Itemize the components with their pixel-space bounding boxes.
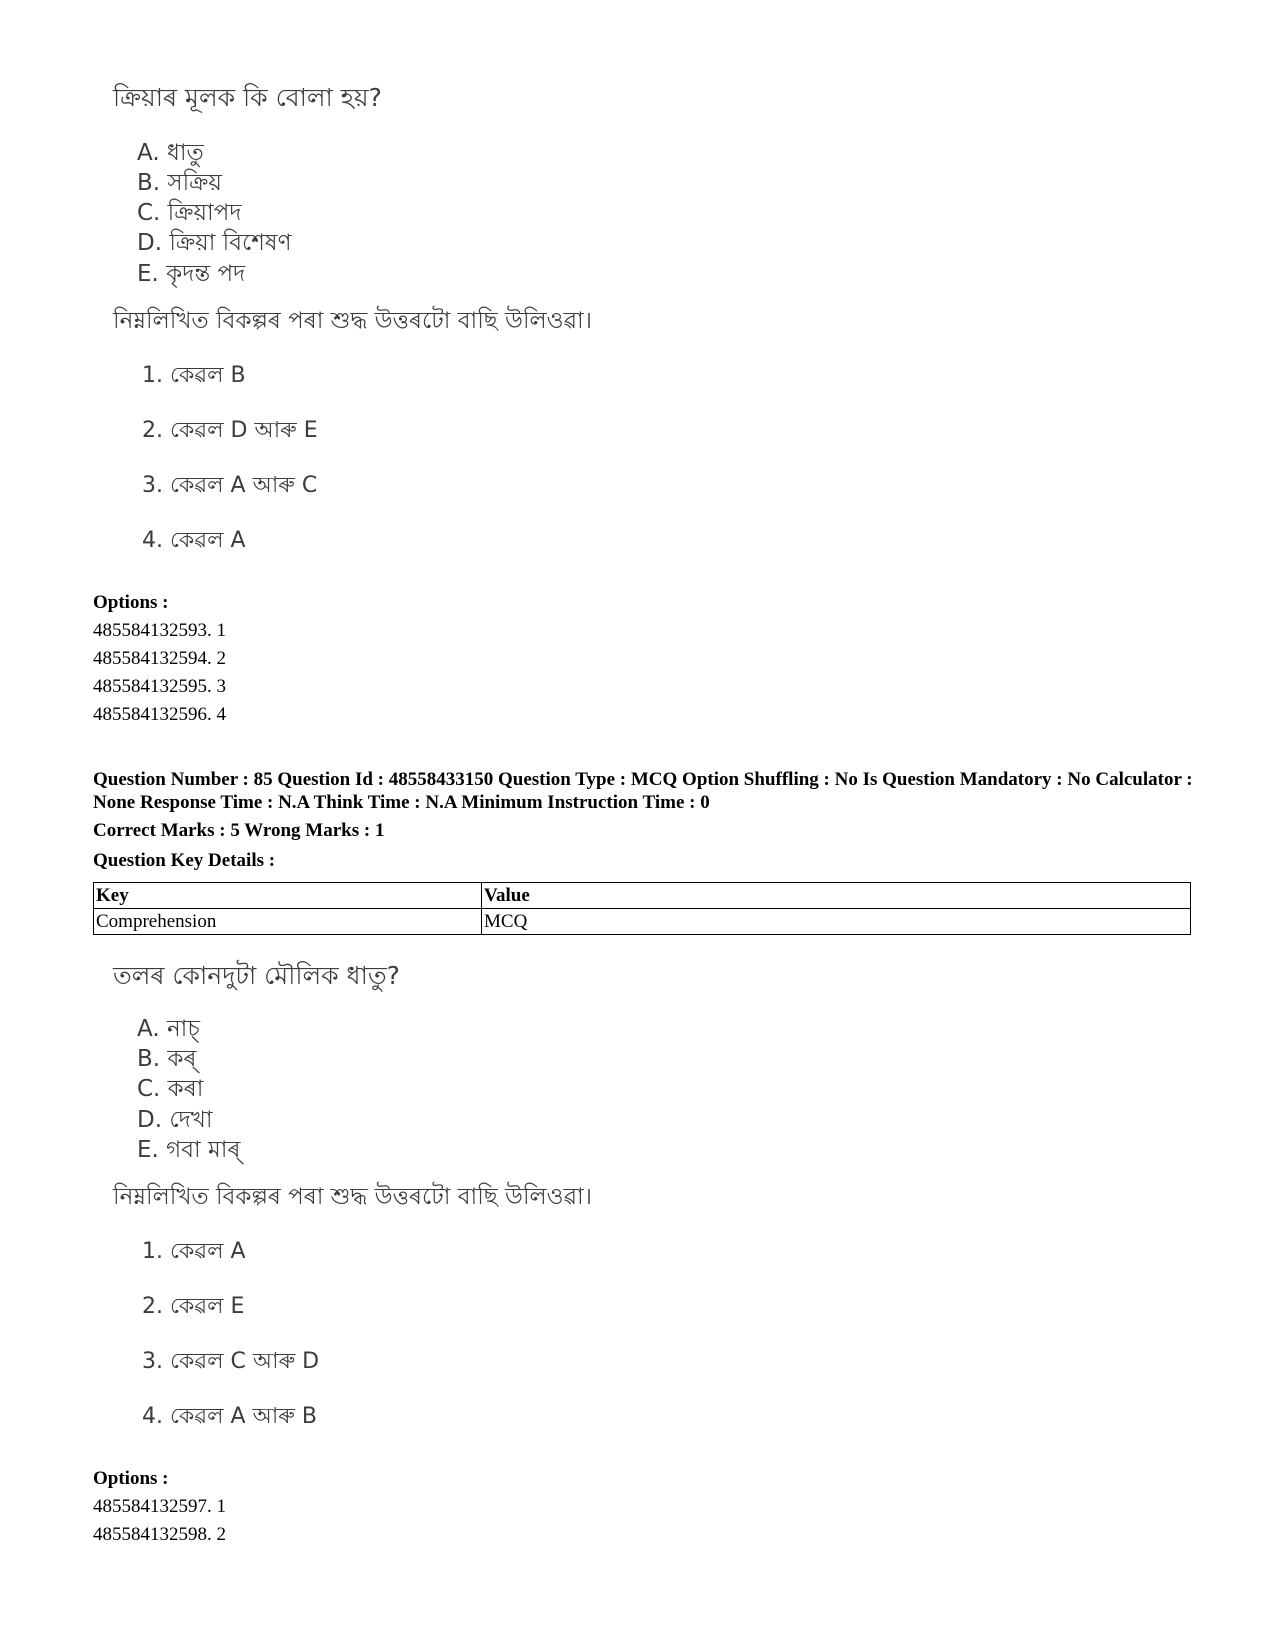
- question-85-key-details-label: Question Key Details :: [93, 850, 276, 871]
- question-85-option-1: 485584132597. 1: [93, 1496, 226, 1517]
- question-84-item-a: A. ধাতু: [137, 140, 204, 166]
- question-85-item-d: D. দেখা: [137, 1107, 213, 1133]
- question-85-meta: Question Number : 85 Question Id : 48558433150 Question Type : MCQ Option Shuffling : No Is Question Mandatory : No Calculator : None Response Time : N.A Think Time : N.A Minimum Instruction Time : 0: [93, 769, 1193, 813]
- question-85-stem: তলৰ কোনদুটা মৌলিক ধাতু?: [113, 961, 400, 990]
- table-header-value: Value: [482, 883, 1191, 909]
- table-header-key: Key: [94, 883, 482, 909]
- question-84-option-4: 485584132596. 4: [93, 704, 226, 725]
- question-85-choice-2: 2. কেৱল E: [142, 1294, 245, 1319]
- table-row: [94, 909, 1191, 935]
- question-84-item-d: D. ক্ৰিয়া বিশেষণ: [137, 230, 292, 256]
- question-84-choice-1: 1. কেৱল B: [142, 363, 246, 388]
- question-85-marks: Correct Marks : 5 Wrong Marks : 1: [93, 820, 385, 841]
- question-85-item-e: E. গবা মাৰ্: [137, 1137, 241, 1163]
- question-84-choice-4: 4. কেৱল A: [142, 528, 246, 553]
- question-key-table: [93, 882, 1191, 935]
- question-84-choice-3: 3. কেৱল A আৰু C: [142, 473, 318, 498]
- question-85-choice-1: 1. কেৱল A: [142, 1239, 246, 1264]
- question-84-choice-2: 2. কেৱল D আৰু E: [142, 418, 318, 443]
- question-85-option-2: 485584132598. 2: [93, 1524, 226, 1545]
- question-85-instruction: নিম্নলিখিত বিকল্পৰ পৰা শুদ্ধ উত্তৰটো বাছি উলিওৱা।: [113, 1184, 592, 1210]
- table-cell-key: Comprehension: [94, 909, 482, 935]
- question-84-instruction: নিম্নলিখিত বিকল্পৰ পৰা শুদ্ধ উত্তৰটো বাছি উলিওৱা।: [113, 308, 592, 334]
- question-85-choice-3: 3. কেৱল C আৰু D: [142, 1349, 320, 1374]
- question-84-option-2: 485584132594. 2: [93, 648, 226, 669]
- question-84-options-label: Options :: [93, 592, 169, 613]
- question-85-item-b: B. কৰ্: [137, 1046, 197, 1072]
- question-84-item-b: B. সক্ৰিয়: [137, 170, 222, 196]
- question-84-option-1: 485584132593. 1: [93, 620, 226, 641]
- question-85-item-c: C. কৰা: [137, 1076, 204, 1102]
- question-84-item-c: C. ক্ৰিয়াপদ: [137, 200, 242, 226]
- question-84-item-e: E. কৃদন্ত পদ: [137, 261, 246, 287]
- question-85-item-a: A. নাচ্: [137, 1016, 200, 1042]
- question-85-choice-4: 4. কেৱল A আৰু B: [142, 1404, 317, 1429]
- question-84-option-3: 485584132595. 3: [93, 676, 226, 697]
- table-header-row: [94, 883, 1191, 909]
- question-85-options-label: Options :: [93, 1468, 169, 1489]
- table-cell-value: MCQ: [482, 909, 1191, 935]
- question-84-stem: ক্ৰিয়াৰ মূলক কি বোলা হয়?: [113, 83, 382, 112]
